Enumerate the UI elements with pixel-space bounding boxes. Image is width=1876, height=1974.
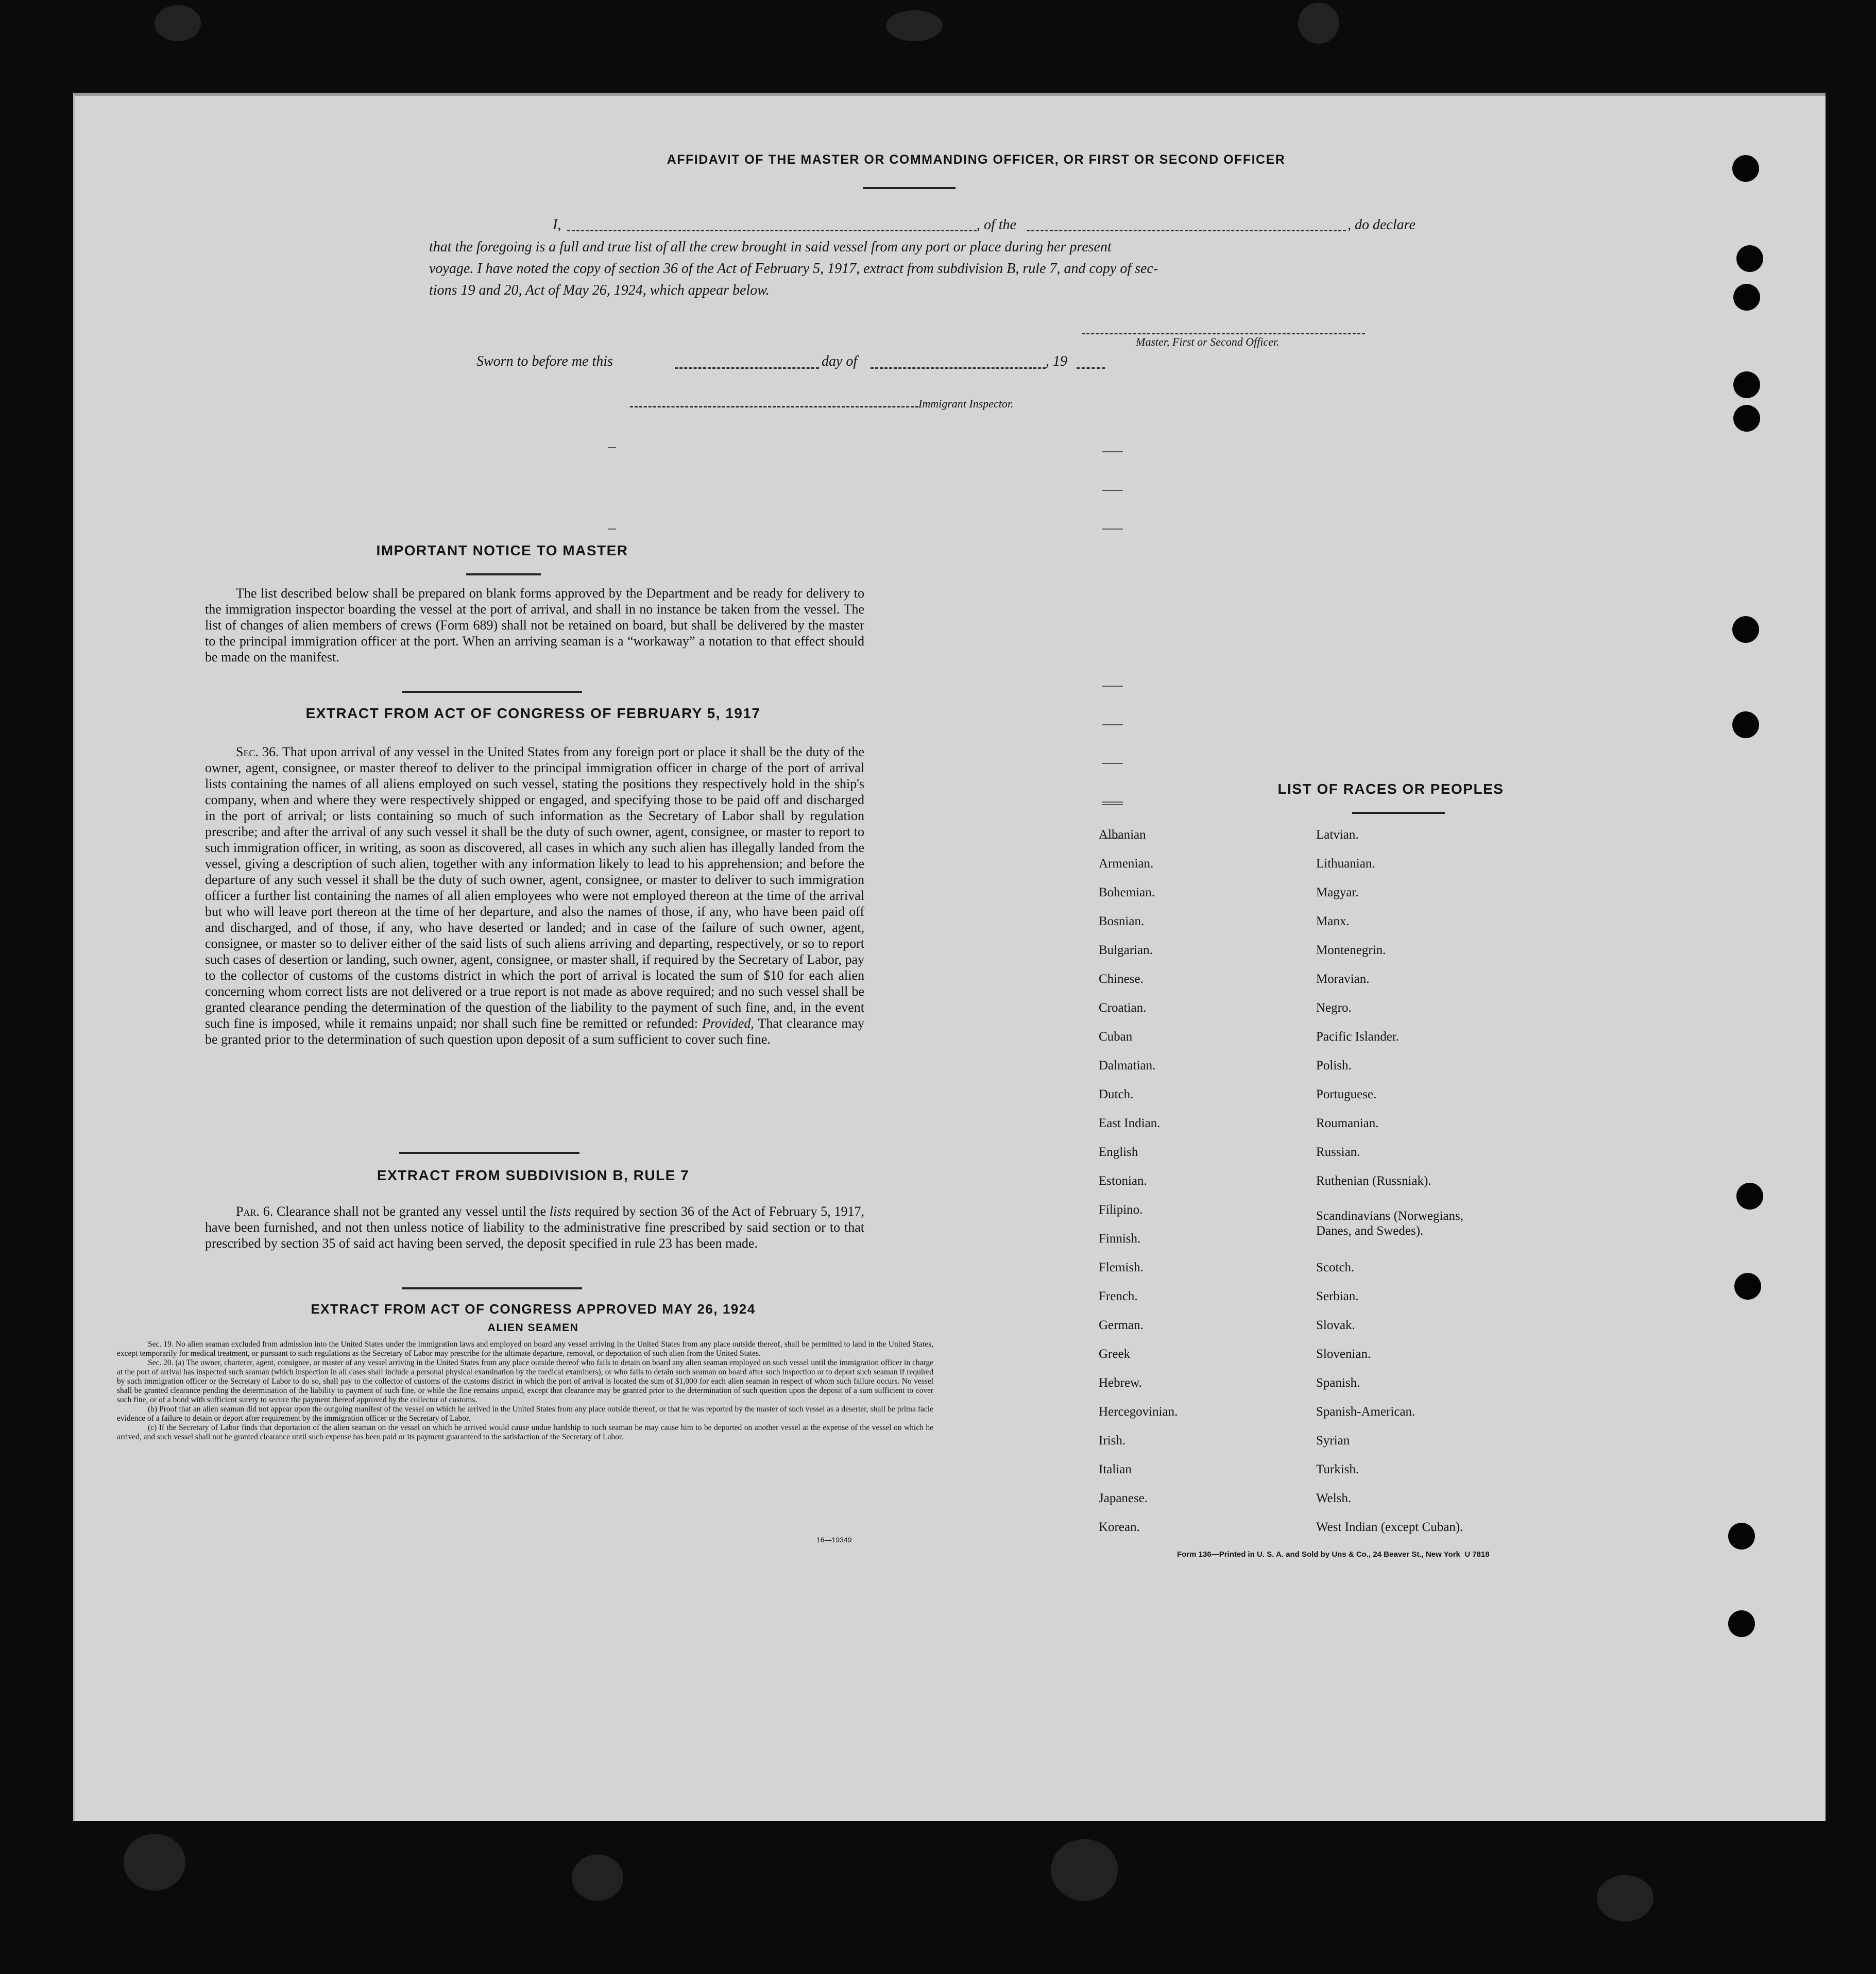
race-right-13: Scandinavians (Norwegians, Danes, and Swedes). xyxy=(1316,1209,1464,1238)
race-left-2: Bohemian. xyxy=(1099,886,1155,899)
scan-smudge xyxy=(1051,1839,1118,1901)
race-right-2: Magyar. xyxy=(1316,886,1359,899)
document-page xyxy=(73,93,1826,1821)
races-underline xyxy=(1352,812,1445,814)
race-right-4: Montenegrin. xyxy=(1316,943,1386,957)
section-divider xyxy=(402,1287,582,1289)
race-left-12: Estonian. xyxy=(1099,1174,1147,1188)
affidavit-text-line-4: tions 19 and 20, Act of May 26, 1924, which appear below. xyxy=(429,282,770,298)
race-left-8: Dalmatian. xyxy=(1099,1059,1156,1073)
title-underline xyxy=(863,187,956,189)
race-left-24: Korean. xyxy=(1099,1520,1140,1534)
scan-smudge xyxy=(1298,3,1339,44)
sec-36-text-b: That clearance may be granted prior to the determination of such question upon deposit of a sum sufficient to cover such fine. xyxy=(205,1016,865,1047)
punch-hole xyxy=(1732,616,1759,643)
inspector-label: Immigrant Inspector. xyxy=(918,397,1014,410)
faint-mark xyxy=(1102,490,1123,491)
race-right-8: Polish. xyxy=(1316,1059,1352,1073)
extract-rule7-title: EXTRACT FROM SUBDIVISION B, RULE 7 xyxy=(377,1167,690,1183)
extract-1924-text xyxy=(117,1340,933,1442)
race-left-11: English xyxy=(1099,1145,1138,1159)
race-right-20: Syrian xyxy=(1316,1434,1350,1448)
year-label: , 19 xyxy=(1046,353,1067,369)
sec-36-label: Sec. 36. xyxy=(236,744,279,759)
extract-rule7-text xyxy=(205,1203,864,1251)
alien-seamen-subtitle: ALIEN SEAMEN xyxy=(487,1322,579,1334)
faint-mark xyxy=(608,529,616,530)
sworn-line xyxy=(476,353,1198,374)
race-right-16: Slovak. xyxy=(1316,1318,1355,1332)
race-right-7: Pacific Islander. xyxy=(1316,1030,1400,1044)
master-signature-label: Master, First or Second Officer. xyxy=(1136,335,1280,348)
extract-1917-text xyxy=(205,744,864,1047)
notice-underline xyxy=(466,573,541,575)
race-left-10: East Indian. xyxy=(1099,1116,1161,1130)
faint-mark xyxy=(1102,802,1123,803)
sworn-year-blank xyxy=(1077,367,1105,369)
race-right-12: Ruthenian (Russniak). xyxy=(1316,1174,1431,1188)
faint-mark xyxy=(1102,451,1123,452)
extract-1924-title: EXTRACT FROM ACT OF CONGRESS APPROVED MAY 26, 1924 xyxy=(311,1301,756,1317)
master-signature-line xyxy=(1082,333,1365,334)
race-right-22: Welsh. xyxy=(1316,1491,1352,1505)
race-left-0: Albanian xyxy=(1099,828,1146,842)
race-right-10: Roumanian. xyxy=(1316,1116,1379,1130)
race-left-1: Armenian. xyxy=(1099,857,1154,871)
affidavit-title: AFFIDAVIT OF THE MASTER OR COMMANDING OFFICER, OR FIRST OR SECOND OFFICER xyxy=(667,152,1286,167)
punch-hole xyxy=(1728,1523,1755,1550)
race-right-19: Spanish-American. xyxy=(1316,1405,1415,1419)
races-title: LIST OF RACES OR PEOPLES xyxy=(1277,781,1504,797)
declarant-name-blank xyxy=(567,230,977,231)
race-right-5: Moravian. xyxy=(1316,972,1370,986)
faint-mark xyxy=(1102,804,1123,805)
par-6-paragraph xyxy=(205,1203,864,1251)
punch-hole xyxy=(1734,1273,1761,1300)
race-left-3: Bosnian. xyxy=(1099,914,1145,928)
par-6-text-b: required by section 36 of the Act of February 5, 1917, have been furnished, and not then unless notice of liability to the administrative fine prescribed by said section or to that prescribed by section 35 of said act having been served, the deposit specified in rule 23 has been made. xyxy=(205,1204,865,1251)
sec-19-paragraph: Sec. 19. No alien seaman excluded from admission into the United States under the immigration laws and employed on board any vessel arriving in the United States from any place outside thereof, shall be permitted to land in the United States, except temporarily for medical treatment, or pursuant to such regulations as the Secretary of Labor may prescribe for the ultimate departure, removal, or deportation of such alien from the United States. xyxy=(117,1340,933,1358)
race-right-6: Negro. xyxy=(1316,1001,1352,1015)
faint-mark xyxy=(608,447,616,448)
par-6-label: Par. 6. xyxy=(236,1204,274,1219)
scan-smudge xyxy=(886,10,943,41)
form-footer: Form 136—Printed in U. S. A. and Sold by Uns & Co., 24 Beaver St., New York U 7818 xyxy=(1177,1550,1490,1559)
race-left-4: Bulgarian. xyxy=(1099,943,1153,957)
affidavit-do-declare: , do declare xyxy=(1348,217,1415,233)
scan-smudge xyxy=(1597,1875,1653,1921)
day-of-label: day of xyxy=(822,353,858,369)
race-right-3: Manx. xyxy=(1316,914,1350,928)
race-right-18: Spanish. xyxy=(1316,1376,1360,1390)
punch-hole xyxy=(1728,1610,1755,1637)
race-left-23: Japanese. xyxy=(1099,1491,1148,1505)
race-left-6: Croatian. xyxy=(1099,1001,1147,1015)
race-right-11: Russian. xyxy=(1316,1145,1360,1159)
section-divider xyxy=(399,1152,579,1154)
race-right-1: Lithuanian. xyxy=(1316,857,1375,871)
section-divider xyxy=(402,691,582,693)
punch-hole xyxy=(1733,284,1760,311)
punch-hole xyxy=(1736,1183,1763,1210)
sworn-to-label: Sworn to before me this xyxy=(476,353,613,369)
extract-1917-title: EXTRACT FROM ACT OF CONGRESS OF FEBRUARY 5, 1917 xyxy=(305,705,761,721)
punch-hole xyxy=(1733,405,1760,432)
scan-smudge xyxy=(155,5,201,41)
race-left-7: Cuban xyxy=(1099,1030,1133,1044)
sec-20c-paragraph: (c) If the Secretary of Labor finds that deportation of the alien seaman on the vessel on which he arrived would cause undue hardship to such seaman he may cause him to be deported on another vessel at the expense of the vessel on which he arrived, and such vessel shall not be granted clearance until such expense has been paid or its payment guaranteed to the satisfaction of the Secretary of Labor. xyxy=(117,1423,933,1441)
race-right-23: West Indian (except Cuban). xyxy=(1316,1520,1463,1534)
faint-mark xyxy=(1102,686,1123,687)
sworn-day-blank xyxy=(675,367,819,369)
race-right-0: Latvian. xyxy=(1316,828,1359,842)
faint-mark xyxy=(1102,763,1123,764)
race-left-9: Dutch. xyxy=(1099,1087,1134,1101)
race-left-18: Greek xyxy=(1099,1347,1131,1361)
race-left-17: German. xyxy=(1099,1318,1144,1332)
inspector-signature-line xyxy=(630,406,918,407)
lists-word: lists xyxy=(549,1204,571,1219)
race-right-15: Serbian. xyxy=(1316,1289,1359,1303)
sec-20a-paragraph: Sec. 20. (a) The owner, charterer, agent, consignee, or master of any vessel arriving in the United States from any place outside thereof who fails to detain on board any alien seaman employed on such vessel until the immigration officer in charge at the port of arrival has inspected such seaman (which inspection in all cases shall include a personal physical examination by the medical examiners), or who fails to detain such seaman on board after such inspection or to deport such seaman if required by such immigration officer or the Secretary of Labor to do so, shall pay to the collector of customs of the customs district in which the port of arrival is located the sum of $1,000 for each alien seaman in respect of whom such failure occurs. No vessel shall be granted clearance pending the determination of the liability to payment of such fine, or while the fine remains unpaid, except that clearance may be granted prior to the determination of such question upon the deposit of a sum sufficient to cover such fine, or of a bond with sufficient surety to secure the payment thereof approved by the collector of customs. xyxy=(117,1358,933,1404)
form-code: 16—19349 xyxy=(816,1536,852,1544)
race-left-20: Hercegovinian. xyxy=(1099,1405,1178,1419)
race-left-21: Irish. xyxy=(1099,1434,1126,1448)
race-left-16: French. xyxy=(1099,1289,1138,1303)
punch-hole xyxy=(1732,711,1759,738)
faint-mark xyxy=(1102,724,1123,725)
affidavit-i: I, xyxy=(553,217,561,233)
affidavit-of-the: , of the xyxy=(977,217,1016,233)
punch-hole xyxy=(1733,371,1760,398)
notice-title: IMPORTANT NOTICE TO MASTER xyxy=(376,542,628,558)
par-6-text-a: Clearance shall not be granted any vessel until the xyxy=(276,1204,547,1219)
race-right-14: Scotch. xyxy=(1316,1261,1355,1274)
affidavit-line-1 xyxy=(429,217,1470,237)
sec-36-text-a: That upon arrival of any vessel in the United States from any foreign port or place it shall be the duty of the owner, agent, consignee, or master thereof to deliver to the principal immigration officer in charge of the port of arrival lists containing the names of all aliens employed on such vessel, stating the positions they respectively hold in the ship's company, when and where they were respectively shipped or engaged, and specifying those to be paid off and discharged in the port of arrival; or lists containing so much of such information as the Secretary of Labor shall by regulation prescribe; and after the arrival of any such vessel it shall be the duty of such owner, agent, consignee, or master to report to such immigration officer, in writing, as soon as discovered, all cases in which any such alien has illegally landed from the vessel, giving a description of such alien, together with any information likely to lead to his apprehension; and before the departure of any such vessel it shall be the duty of such owner, agent, consignee, or master to deliver to such immigration officer a further list containing the names of all alien employees who were not employed thereon at the time of the arrival but who will leave port thereon at the time of her departure, and also the names of those, if any, who have been paid off and discharged, and of those, if any, who have deserted or landed; and in case of the failure of such owner, agent, consignee, or master so to deliver either of the said lists of such aliens arriving and departing, respectively, or so to report such cases of desertion or landing, such owner, agent, consignee, or master shall, if required by the Secretary of Labor, pay to the collector of customs of the customs district in which the port of arrival is located the sum of $10 for each alien concerning whom correct lists are not delivered or a true report is not made as above required; and no such vessel shall be granted clearance pending the determination of the question of the liability to the payment of such fine, and, in the event such fine is imposed, while it remains unpaid; nor shall such fine be remitted or refunded: xyxy=(205,744,865,1031)
provided-word: Provided, xyxy=(702,1016,754,1031)
sec-36-paragraph xyxy=(205,744,864,1047)
race-left-15: Flemish. xyxy=(1099,1261,1144,1274)
scan-smudge xyxy=(124,1834,185,1891)
affidavit-text-line-2: that the foregoing is a full and true list of all the crew brought in said vessel from any port or place during her present xyxy=(429,239,1112,255)
race-left-22: Italian xyxy=(1099,1462,1132,1476)
race-right-21: Turkish. xyxy=(1316,1462,1359,1476)
notice-paragraph: The list described below shall be prepared on blank forms approved by the Department and be ready for delivery to the immigration inspector boarding the vessel at the port of arrival, and shall in no instance be taken from the vessel. The list of changes of alien members of crews (Form 689) shall not be retained on board, but shall be delivered by the master to the principal immigration officer at the port. When an arriving seaman is a “workaway” a notation to that effect should be made on the manifest. xyxy=(205,586,864,665)
race-right-17: Slovenian. xyxy=(1316,1347,1371,1361)
sworn-month-blank xyxy=(871,367,1046,369)
notice-text xyxy=(205,585,864,665)
race-left-19: Hebrew. xyxy=(1099,1376,1142,1390)
race-left-5: Chinese. xyxy=(1099,972,1144,986)
race-right-9: Portuguese. xyxy=(1316,1087,1377,1101)
race-left-13: Filipino. xyxy=(1099,1203,1143,1217)
punch-hole xyxy=(1736,245,1763,272)
affidavit-text-line-3: voyage. I have noted the copy of section 36 of the Act of February 5, 1917, extract from subdivision B, rule 7, and copy of sec- xyxy=(429,261,1158,277)
race-left-14: Finnish. xyxy=(1099,1232,1141,1246)
sec-20b-paragraph: (b) Proof that an alien seaman did not appear upon the outgoing manifest of the vessel on which he arrived in the United States from any place outside thereof, or that he was reported by the master of such vessel as a deserter, shall be prima facie evidence of a failure to detain or deport after requirement by the immigration officer or the Secretary of Labor. xyxy=(117,1405,933,1423)
punch-hole xyxy=(1732,155,1759,182)
scan-smudge xyxy=(572,1854,623,1901)
vessel-name-blank xyxy=(1027,230,1346,231)
faint-mark xyxy=(1102,529,1123,530)
